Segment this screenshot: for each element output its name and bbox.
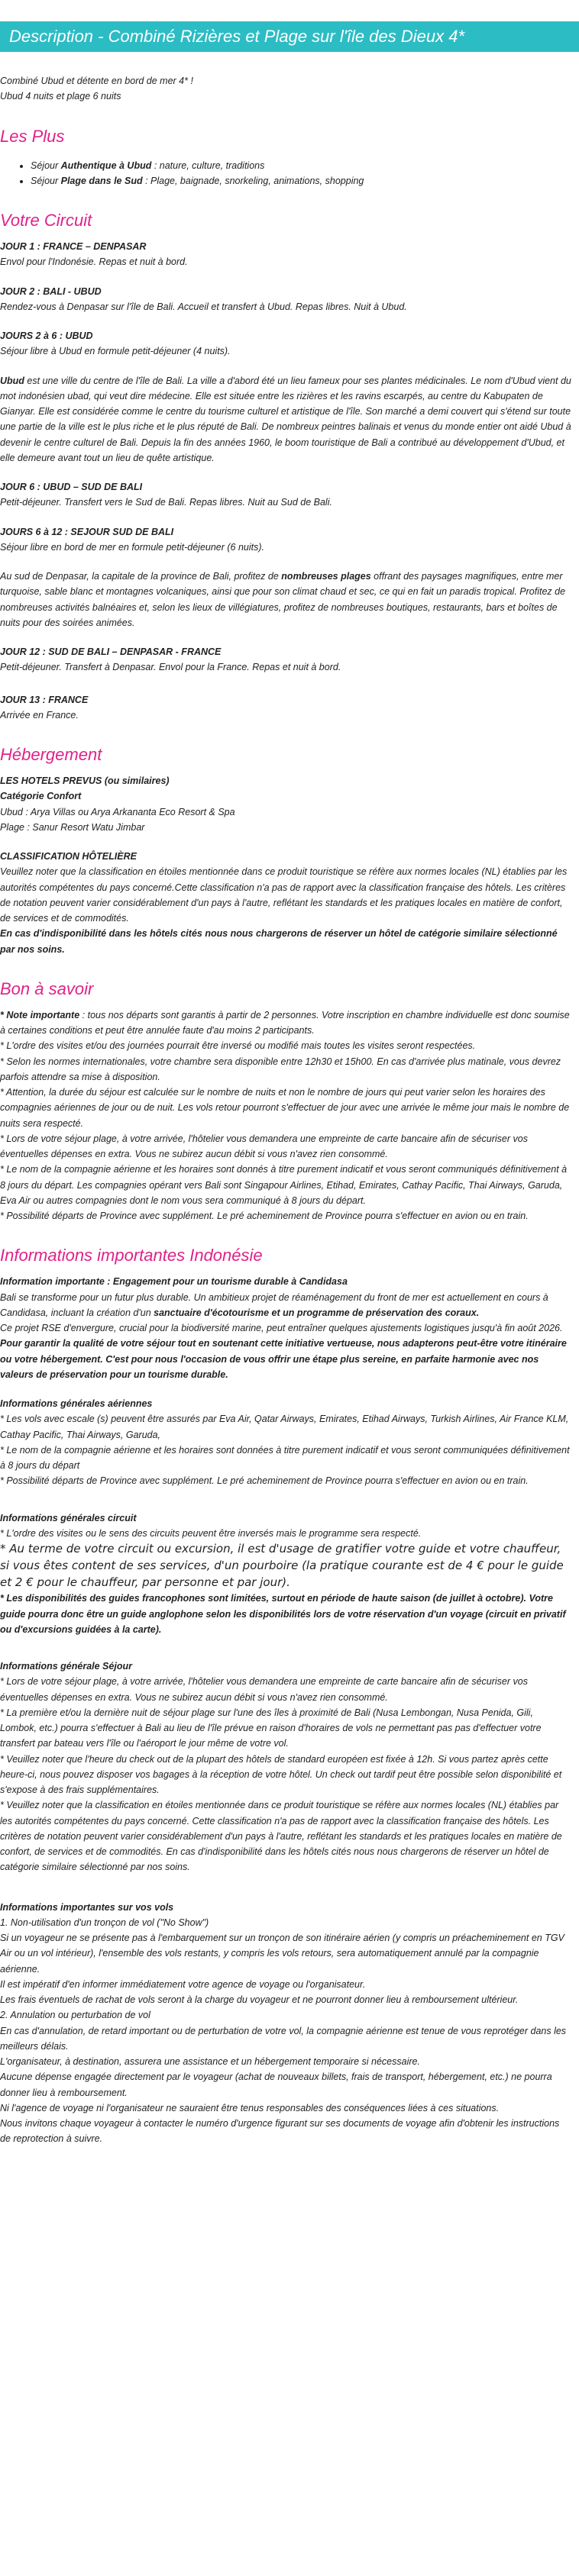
day-text: Envol pour l'Indonésie. Repas et nuit à bord. (0, 256, 188, 268)
info-item: * Possibilité départs de Province avec supplément. Le pré acheminement de Province pourra s'effectuer en avion ou en train. (0, 1211, 529, 1221)
plus-list (0, 158, 571, 189)
day-text: Petit-déjeuner. Transfert à Denpasar. Envol pour la France. Repas et nuit à bord. (0, 662, 341, 673)
sejour-info-title: Informations générale Séjour (0, 1661, 132, 1672)
durable-title: Information importante : Engagement pour un tourisme durable à Candidasa (0, 1276, 348, 1288)
page-title: Description - Combiné Rizières et Plage sur l'île des Dieux 4* (9, 27, 465, 46)
info-item: * La première et/ou la dernière nuit de séjour plage sur l'une des îles à proximité de Bali (Nusa Lembongan, Nusa Penida, Gili, Lombok, etc.) pourra s'effectuer à Bali au lieu de l'île prévue en raison d'horaires de vols ne permettant pas pas d'effectuer votre transfert par bateau vers l'île ou l'aéroport le jour même de votre vol. (0, 1707, 542, 1749)
info-item: * Veuillez noter que l'heure du check out de la plupart des hôtels de standard européen est fixée à 12h. Si vous partez après cette heure-ci, nous pouvez disposer vos bagages à la réception de votre hôtel. Un check out tardif peut être possible selon disponibilité et s'expose à des frais supplémentaires. (0, 1753, 562, 1795)
durable-paragraph: Bali se transforme pour un futur plus durable. Un ambitieux projet de réaménagement du front de mer est actuellement en cours à Candidasa, incluant la création d'un sanctuaire d'écotourisme et un programme de préservation des coraux. (0, 1291, 548, 1318)
vol-line: L'organisateur, à destination, assurera une assistance et un hébergement temporaire si nécessaire. (0, 2056, 420, 2067)
day-title: JOUR 12 : SUD DE BALI – DENPASAR - FRANCE (0, 646, 222, 657)
aerien-title: Informations générales aériennes (0, 1398, 153, 1409)
vol-line: 2. Annulation ou perturbation de vol (0, 2010, 150, 2021)
classification-text: Veuillez noter que la classification en étoiles mentionnée dans ce produit touristique se réfère aux normes locales (NL) établies par les autorités compétentes du pays concerné.Cette classification n'a pas de rapport avec la classification française des hôtels. Les critères de notation peuvent varier considérablement d'un pays à l'autre, reflétant les standards et les pratiques locales en matière de confort, de services et de commodités. (0, 866, 568, 924)
intro-line: Combiné Ubud et détente en bord de mer 4* ! (0, 76, 193, 86)
vol-line: Ni l'agence de voyage ni l'organisateur ne sauraient être tenus responsables des conséquences liées à ces situations. (0, 2102, 500, 2113)
day-text: Rendez-vous à Denpasar sur l'île de Bali. Accueil et transfert à Ubud. Repas libres. Nuit à Ubud. (0, 301, 407, 312)
south-paragraph: Au sud de Denpasar, la capitale de la province de Bali, profitez de nombreuses plages offrant des paysages magnifiques, entre mer turquoise, sable blanc et montagnes volcaniques, ainsi que pour son climat chaud et sec, ce qui en fait un paradis tropical. Profitez de nombreuses activités balnéaires et, selon les lieux de villégiatures, profitez de nombreuses boutiques, restaurants, bars et boîtes de nuits pour des soirées animées. (0, 571, 566, 628)
vol-line: En cas d'annulation, de retard important ou de perturbation de votre vol, la compagnie aérienne est tenue de vous reprotéger dans les meilleurs délais. (0, 2025, 567, 2052)
classification-title: CLASSIFICATION HÔTELIÈRE (0, 851, 137, 862)
vol-line: Nous invitons chaque voyageur à contacter le numéro d'urgence figurant sur ses documents de voyage afin d'obtenir les instructions de reprotection à suivre. (0, 2118, 560, 2145)
list-item: • Séjour Plage dans le Sud : Plage, baignade, snorkeling, animations, shopping (31, 173, 571, 189)
day-text: Séjour libre en bord de mer en formule petit-déjeuner (6 nuits). (0, 541, 265, 553)
day-title: JOUR 13 : FRANCE (0, 694, 89, 705)
tip-paragraph: * Au terme de votre circuit ou excursion, il est d'usage de gratifier votre guide et votre chauffeur, si vous êtes content de ses services, d'un pourboire (la pratique courante est de 4 € pour le guide et 2 € pour le chauffeur, par personne et par jour). (0, 1542, 564, 1589)
info-item: * Veuillez noter que la classification en étoiles mentionnée dans ce produit touristique se réfère aux normes locales (NL) établies par les autorités compétentes du pays concerné. Cette classification n'a pas de rapport avec la classification française des hôtels. Les critères de notation peuvent varier considérablement d'un pays à l'autre, reflétant les standards et les pratiques locales en matière de confort, de services et de commodités. En cas d'indisponibilité dans les hôtels cités nous nous chargerons de réserver un hôtel de catégorie similaire sélectionné par nos soins. (0, 1800, 562, 1873)
section-heading-info-indonesie: Informations importantes Indonésie (0, 1246, 263, 1265)
day-title: JOURS 6 à 12 : SEJOUR SUD DE BALI (0, 526, 174, 537)
description-content (0, 73, 571, 2147)
vol-line: Les frais éventuels de rachat de vols seront à la charge du voyageur et ne pourront donner lieu à remboursement ultérieur. (0, 1994, 519, 2005)
hotel-line: Ubud : Arya Villas ou Arya Arkananta Eco Resort & Spa (0, 806, 235, 817)
guide-note: * Les disponibilités des guides francophones sont limitées, surtout en période de haute saison (de juillet à octobre). Votre guide pourra donc être un guide anglophone selon les disponibilités lors de votre réservation d'un voyage (circuit en privatif ou d'excursions guidées à la carte). (0, 1593, 566, 1635)
circuit-info-title: Informations générales circuit (0, 1512, 137, 1523)
info-item: * Attention, la durée du séjour est calculée sur le nombre de nuits et non le nombre de jours qui peut varier selon les horaires des compagnies aériennes de jour ou de nuit. Les vols retour pourront s'effectuer de jour avec une arrivée le même jour mais le nombre de nuits sera respecté. (0, 1087, 570, 1129)
section-heading-circuit: Votre Circuit (0, 211, 92, 230)
section-heading-plus: Les Plus (0, 126, 65, 146)
day-title: JOUR 1 : FRANCE – DENPASAR (0, 241, 147, 252)
hotel-category: Catégorie Confort (0, 791, 82, 802)
vols-title: Informations importantes sur vos vols (0, 1901, 174, 1913)
vol-line: 1. Non-utilisation d'un tronçon de vol ("No Show") (0, 1917, 209, 1928)
section-heading-hebergement: Hébergement (0, 745, 102, 764)
day-text: Petit-déjeuner. Transfert vers le Sud de Bali. Repas libres. Nuit au Sud de Bali. (0, 497, 332, 508)
info-item: * L'ordre des visites ou le sens des circuits peuvent être inversés mais le programme sera respecté. (0, 1527, 422, 1539)
list-item: • Séjour Authentique à Ubud : nature, culture, traditions (31, 158, 571, 173)
note-paragraph: * Note importante : tous nos départs sont garantis à partir de 2 personnes. Votre inscription en chambre individuelle est donc soumise à certaines conditions et peut être annulée faute d'au moins 2 participants. (0, 1009, 570, 1036)
vol-line: Si un voyageur ne se présente pas à l'embarquement sur un tronçon de son itinéraire aérien (y compris un préacheminement en TGV Air ou un vol intérieur), l'ensemble des vols restants, y compris les vols retours, sera automatiquement annulé par la compagnie aérienne. (0, 1933, 564, 1975)
durable-paragraph: Ce projet RSE d'envergure, crucial pour la biodiversité marine, peut entraîner quelques ajustements logistiques jusqu'à fin août 2026. Pour garantir la qualité de votre séjour tout en soutenant cette initiative vertueuse, nous adapterons peut-être votre itinéraire ou votre hébergement. C'est pour nous l'occasion de vous offrir une étape plus sereine, en parfaite harmonie avec nos valeurs de préservation pour un tourisme durable. (0, 1323, 567, 1380)
hotels-title: LES HOTELS PREVUS (ou similaires) (0, 775, 170, 786)
info-item: * L'ordre des visites et/ou des journées pourrait être inversé ou modifié mais toutes les visites seront respectées. (0, 1040, 476, 1052)
info-item: * Lors de votre séjour plage, à votre arrivée, l'hôtelier vous demandera une empreinte de carte bancaire afin de sécuriser vos éventuelles dépenses en extra. Vous ne subirez aucun débit si vous n'avez rien consommé. (0, 1133, 528, 1159)
info-item: * Le nom de la compagnie aérienne et les horaires sont données à titre purement indicatif et vous seront communiquées définitivement à 8 jours du départ (0, 1444, 570, 1471)
info-item: * Les vols avec escale (s) peuvent être assurés par Eva Air, Qatar Airways, Emirates, Etihad Airways, Turkish Airlines, Air France KLM, Cathay Pacific, Thai Airways, Garuda, (0, 1414, 569, 1440)
day-text: Arrivée en France. (0, 709, 79, 721)
vol-line: Il est impératif d'en informer immédiatement votre agence de voyage ou l'organisateur. (0, 1978, 366, 1990)
info-item: * Lors de votre séjour plage, à votre arrivée, l'hôtelier vous demandera une empreinte de carte bancaire afin de sécuriser vos éventuelles dépenses en extra. Vous ne subirez aucun débit si vous n'avez rien consommé. (0, 1676, 528, 1703)
info-item: * Le nom de la compagnie aérienne et les horaires sont donnés à titre purement indicatif et vous seront communiqués définitivement à 8 jours du départ. Les compagnies opérant vers Bali sont Singapour Airlines, Etihad, Emirates, Cathay Pacific, Thai Airways, Garuda, Eva Air ou autres compagnies dont le nom vous sera communiqué à 8 jours du départ. (0, 1164, 568, 1206)
day-text: Séjour libre à Ubud en formule petit-déjeuner (4 nuits). (0, 346, 231, 357)
day-title: JOURS 2 à 6 : UBUD (0, 330, 93, 341)
day-title: JOUR 2 : BALI - UBUD (0, 285, 102, 297)
info-item: * Selon les normes internationales, votre chambre sera disponible entre 12h30 et 15h00. En cas d'arrivée plus matinale, vous devrez parfois attendre sa mise à disposition. (0, 1056, 561, 1082)
ubud-paragraph: Ubud est une ville du centre de l'île de Bali. La ville a d'abord été un lieu fameux pour ses plantes médicinales. Le nom d'Ubud vient du mot indonésien ubad, qui veut dire médecine. Elle est située entre les rizières et les ravins escarpés, au centre du Kabupaten de Gianyar. Elle est considérée comme le centre du tourisme culturel et artistique de l'île. Son marché a demi couvert qui s'étend sur toute une partie de la ville est le plus riche et le plus réputé de Bali. De nombreux peintres balinais et venus du monde entier ont aidé Ubud à devenir le centre culturel de Bali. Depuis la fin des années 1960, le boom touristique de Bali a contribué au développement d'Ubud, et elle demeure avant tout un lieu de quête artistique. (0, 375, 571, 463)
classification-note: En cas d'indisponibilité dans les hôtels cités nous nous chargerons de réserver un hôtel de catégorie similaire sélectionné par nos soins. (0, 928, 558, 955)
hotel-line: Plage : Sanur Resort Watu Jimbar (0, 821, 145, 833)
description-banner (0, 21, 579, 52)
info-item: * Possibilité départs de Province avec supplément. Le pré acheminement de Province pourra s'effectuer en avion ou en train. (0, 1475, 529, 1487)
intro-line: Ubud 4 nuits et plage 6 nuits (0, 91, 121, 102)
section-heading-bon-a-savoir: Bon à savoir (0, 978, 94, 998)
day-title: JOUR 6 : UBUD – SUD DE BALI (0, 482, 143, 492)
vol-line: Aucune dépense engagée directement par le voyageur (achat de nouveaux billets, frais de transport, hébergement, etc.) ne pourra donner lieu à remboursement. (0, 2071, 552, 2098)
